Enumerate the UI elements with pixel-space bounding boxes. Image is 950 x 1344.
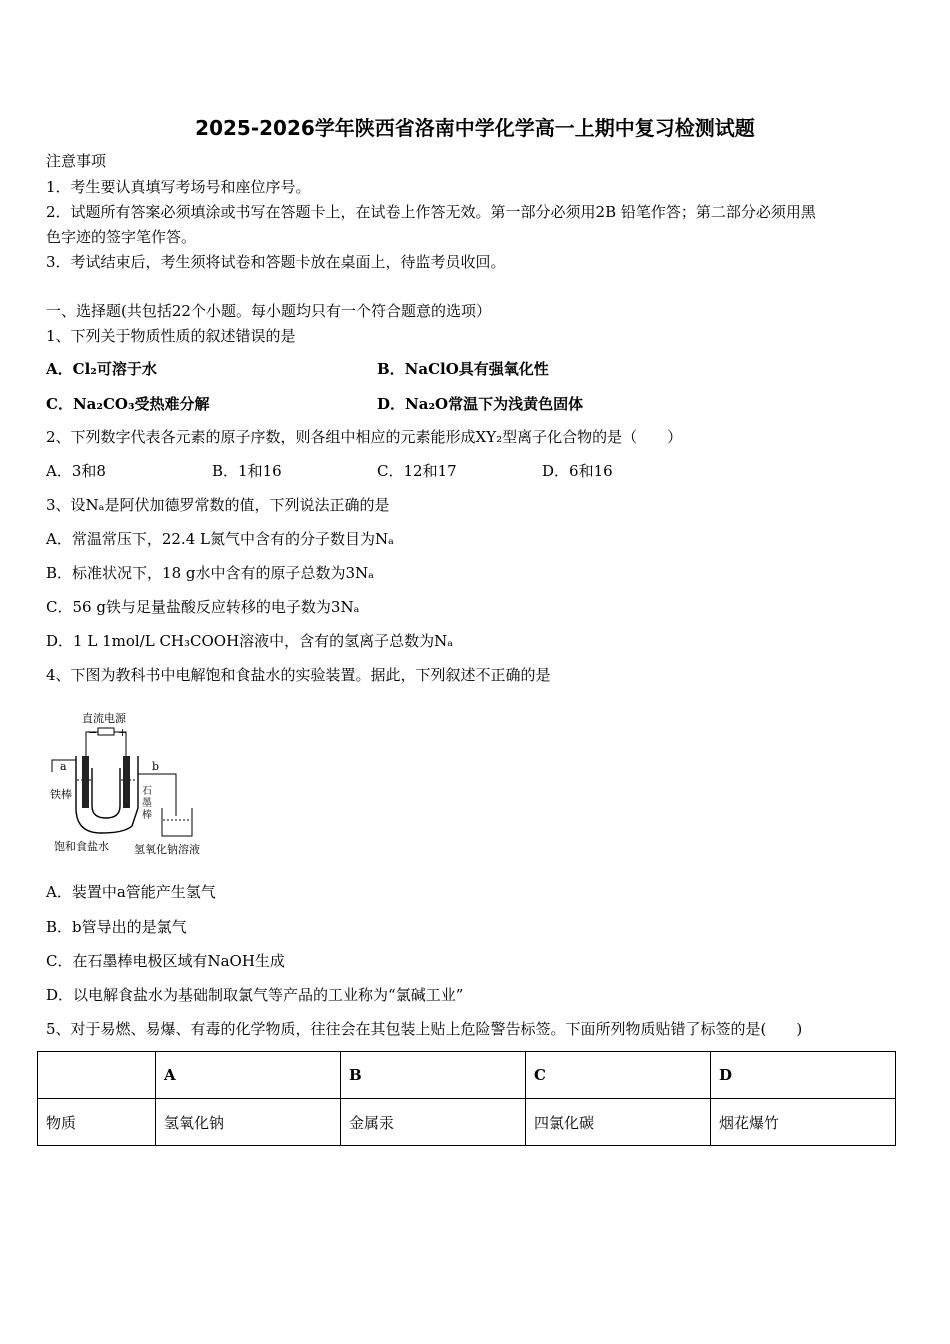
iron-electrode [82, 756, 89, 808]
q3-option-c: C．56 g铁与足量盐酸反应转移的电子数为3Nₐ [46, 598, 360, 616]
table-row [38, 1052, 896, 1099]
u-tube-inner [92, 768, 120, 818]
power-source [98, 728, 114, 735]
table-cell: 物质 [38, 1099, 156, 1146]
q5-table [37, 1051, 896, 1146]
q5-stem: 5、对于易燃、易爆、有毒的化学物质，往往会在其包装上贴上危险警告标签。下面所列物质贴错了标签的是( ) [46, 1020, 803, 1038]
page-title: 2025-2026学年陕西省洛南中学化学高一上期中复习检测试题 [195, 116, 755, 140]
q2-stem: 2、下列数字代表各元素的原子序数，则各组中相应的元素能形成XY₂型离子化合物的是（ ） [46, 428, 683, 446]
q2-option-a: A．3和8 [46, 462, 106, 480]
graphite-label: 石墨棒 [142, 786, 152, 821]
table-cell: D [711, 1052, 896, 1099]
electrolysis-diagram [46, 708, 221, 858]
tube-a-label: a [60, 760, 67, 773]
naoh-label: 氢氧化钠溶液 [134, 843, 200, 856]
q1-option-a: A．Cl₂可溶于水 [46, 360, 157, 378]
q1-stem: 1、下列关于物质性质的叙述错误的是 [46, 327, 296, 345]
brine-label: 饱和食盐水 [54, 840, 109, 853]
notice-heading: 注意事项 [46, 152, 107, 170]
table-cell: B [341, 1052, 526, 1099]
iron-label: 铁棒 [50, 788, 72, 801]
q2-option-c: C．12和17 [377, 462, 457, 480]
q3-option-d: D．1 L 1mol/L CH₃COOH溶液中，含有的氢离子总数为Nₐ [46, 632, 454, 650]
q1-option-b: B．NaClO具有强氧化性 [377, 360, 549, 378]
q4-option-b: B．b管导出的是氯气 [46, 918, 187, 936]
notice-item-2: 2．试题所有答案必须填涂或书写在答题卡上，在试卷上作答无效。第一部分必须用2B 铅笔作答；第二部分必须用黑 [46, 203, 816, 221]
table-cell: 氢氧化钠 [156, 1099, 341, 1146]
table-row [38, 1099, 896, 1146]
table-cell: A [156, 1052, 341, 1099]
q3-option-b: B．标准状况下，18 g水中含有的原子总数为3Nₐ [46, 564, 374, 582]
table-cell: C [526, 1052, 711, 1099]
q4-stem: 4、下图为教科书中电解饱和食盐水的实验装置。据此，下列叙述不正确的是 [46, 666, 551, 684]
notice-item-2-cont: 色字迹的签字笔作答。 [46, 228, 197, 246]
tube-b-label: b [152, 760, 160, 773]
q3-stem: 3、设Nₐ是阿伏加德罗常数的值，下列说法正确的是 [46, 496, 390, 514]
q1-option-d: D．Na₂O常温下为浅黄色固体 [377, 395, 584, 413]
q1-option-c: C．Na₂CO₃受热难分解 [46, 395, 210, 413]
plus-sign: + [118, 726, 128, 739]
table-cell: 四氯化碳 [526, 1099, 711, 1146]
power-label: 直流电源 [82, 712, 126, 725]
q4-option-d: D．以电解食盐水为基础制取氯气等产品的工业称为“氯碱工业” [46, 986, 464, 1004]
q2-option-b: B．1和16 [212, 462, 282, 480]
beaker [162, 808, 192, 836]
q4-option-c: C．在石墨棒电极区域有NaOH生成 [46, 952, 285, 970]
table-cell: 金属汞 [341, 1099, 526, 1146]
q3-option-a: A．常温常压下，22.4 L氮气中含有的分子数目为Nₐ [46, 530, 394, 548]
notice-item-3: 3．考试结束后，考生须将试卷和答题卡放在桌面上，待监考员收回。 [46, 253, 506, 271]
table-cell: 烟花爆竹 [711, 1099, 896, 1146]
table-cell [38, 1052, 156, 1099]
q2-option-d: D．6和16 [542, 462, 613, 480]
notice-item-1: 1．考生要认真填写考场号和座位序号。 [46, 178, 311, 196]
q4-option-a: A．装置中a管能产生氢气 [46, 883, 216, 901]
graphite-electrode [123, 756, 130, 808]
section-heading: 一、选择题(共包括22个小题。每小题均只有一个符合题意的选项） [46, 302, 491, 320]
minus-sign: − [88, 726, 98, 739]
